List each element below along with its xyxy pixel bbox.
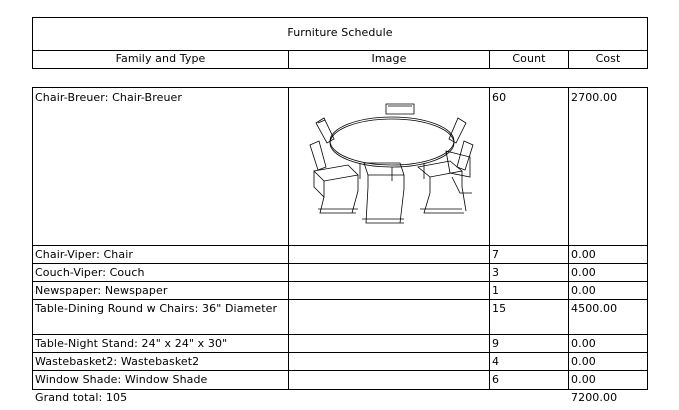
column-divider <box>288 88 289 389</box>
table-row-cost[interactable]: 0.00 <box>571 373 596 386</box>
column-divider <box>489 88 490 389</box>
table-row-cost[interactable]: 4500.00 <box>571 302 618 315</box>
row-divider <box>33 352 647 353</box>
table-row-count[interactable]: 7 <box>492 248 500 261</box>
table-row-cost[interactable]: 0.00 <box>571 337 596 350</box>
table-row-count[interactable]: 1 <box>492 284 500 297</box>
row-divider <box>33 299 647 300</box>
table-row-family-type[interactable]: Couch-Viper: Couch <box>35 266 145 279</box>
row-divider <box>33 334 647 335</box>
column-header-image[interactable]: Image <box>371 52 407 65</box>
table-row-cost[interactable]: 0.00 <box>571 355 596 368</box>
table-row-count[interactable]: 3 <box>492 266 500 279</box>
chairs-around-round-table-icon <box>300 101 482 229</box>
column-header-count[interactable]: Count <box>512 52 546 65</box>
table-row-count[interactable]: 9 <box>492 337 500 350</box>
table-row-cost[interactable]: 0.00 <box>571 284 596 297</box>
table-row-family-type[interactable]: Chair-Viper: Chair <box>35 248 133 261</box>
row-divider <box>33 281 647 282</box>
table-row-family-type[interactable]: Chair-Breuer: Chair-Breuer <box>35 91 183 104</box>
table-row-family-type[interactable]: Newspaper: Newspaper <box>35 284 168 297</box>
table-row-family-type[interactable]: Window Shade: Window Shade <box>35 373 208 386</box>
table-row-family-type[interactable]: Table-Night Stand: 24" x 24" x 30" <box>35 337 228 350</box>
column-header-family-type[interactable]: Family and Type <box>115 52 206 65</box>
row-divider <box>33 245 647 246</box>
schedule-title: Furniture Schedule <box>287 26 393 39</box>
table-row-count[interactable]: 4 <box>492 355 500 368</box>
table-row-cost[interactable]: 0.00 <box>571 266 596 279</box>
table-row-count[interactable]: 60 <box>492 91 507 104</box>
column-header-cost[interactable]: Cost <box>595 52 621 65</box>
row-divider <box>33 263 647 264</box>
table-row-family-type[interactable]: Wastebasket2: Wastebasket2 <box>35 355 200 368</box>
row-divider <box>33 370 647 371</box>
grand-total-cost: 7200.00 <box>571 391 618 404</box>
column-divider <box>568 88 569 389</box>
schedule-header-box <box>32 17 648 69</box>
table-row-family-type[interactable]: Table-Dining Round w Chairs: 36" Diameter <box>35 302 278 315</box>
table-row-count[interactable]: 15 <box>492 302 507 315</box>
table-row-cost[interactable]: 2700.00 <box>571 91 618 104</box>
table-row-cost[interactable]: 0.00 <box>571 248 596 261</box>
table-row-count[interactable]: 6 <box>492 373 500 386</box>
grand-total-label: Grand total: 105 <box>35 391 128 404</box>
